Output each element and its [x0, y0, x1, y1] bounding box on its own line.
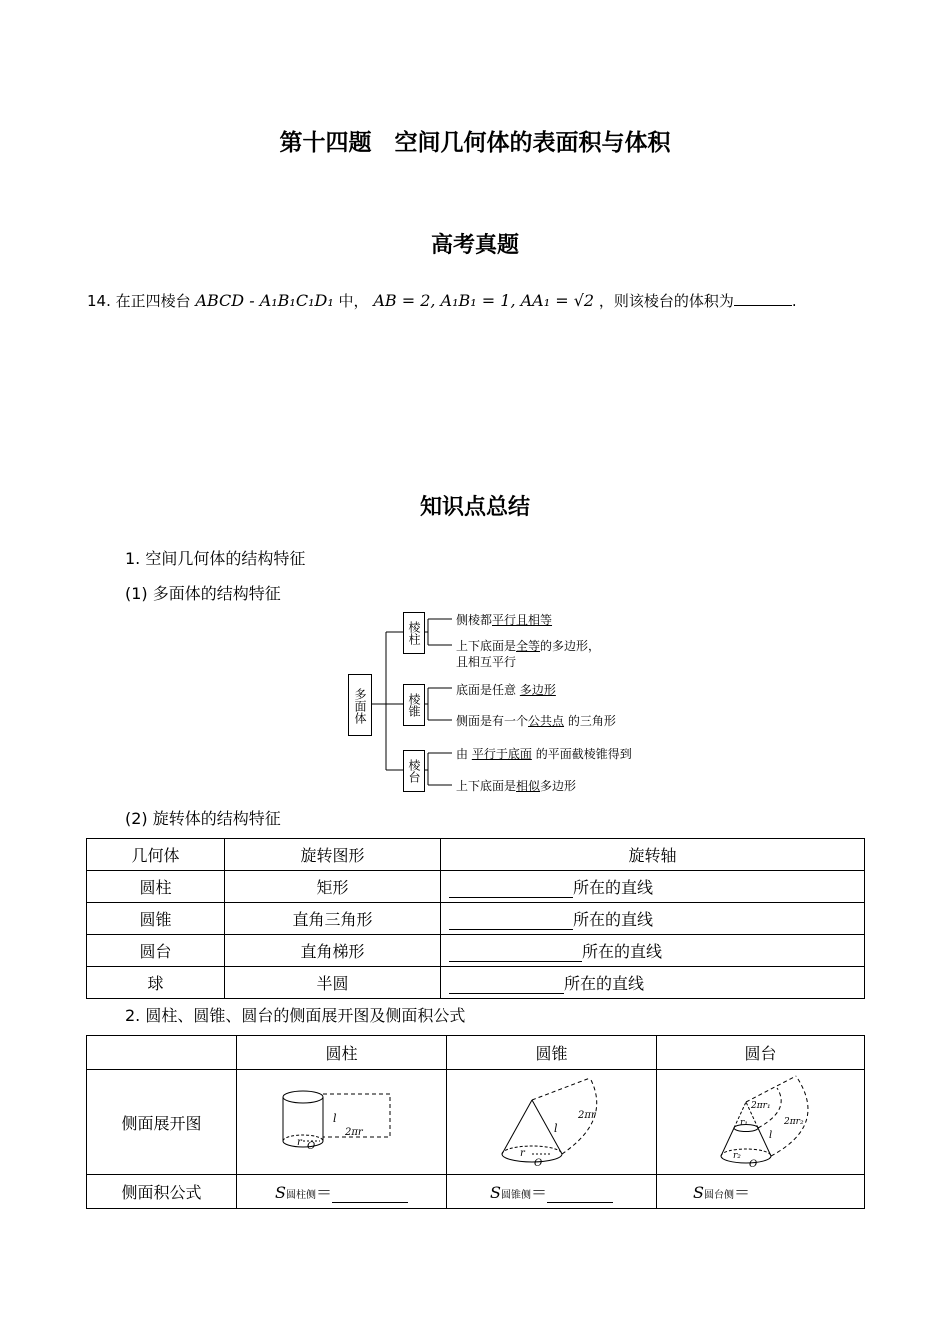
diagram-root: 多面体	[348, 674, 372, 736]
diagram-line: 由 平行于底面 的平面截棱锥得到	[456, 747, 632, 761]
table-row	[87, 1070, 865, 1175]
solid-name: ABCD - A₁B₁C₁D₁	[195, 291, 334, 310]
table-header-row	[87, 1036, 865, 1070]
diagram-branch-pyramid: 棱锥	[403, 684, 425, 726]
table-header: 圆锥	[447, 1036, 657, 1070]
diagram-line: 上下底面是全等的多边形，	[456, 639, 601, 653]
diagram-line: 侧棱都平行且相等	[456, 613, 553, 627]
fill-blank[interactable]	[449, 945, 582, 962]
table-row	[87, 903, 865, 935]
cylinder-unfold-figure	[277, 1085, 407, 1155]
section-knowledge-heading: 知识点总结	[419, 495, 530, 520]
label-r: r	[519, 1148, 525, 1159]
question-text-after: ，则该棱台的体积为	[598, 292, 734, 310]
page-title: 第十四题 空间几何体的表面积与体积	[279, 130, 671, 156]
surface-area-table	[86, 1035, 865, 1209]
item-2-heading: 2. 圆柱、圆锥、圆台的侧面展开图及侧面积公式	[125, 1006, 466, 1025]
table-row	[87, 935, 865, 967]
answer-blank[interactable]	[734, 291, 792, 306]
table-row	[87, 967, 865, 999]
formula-frustum: S圆台侧＝	[657, 1175, 865, 1209]
table-header-row	[87, 839, 865, 871]
table-cell: 所在的直线	[441, 903, 865, 935]
label-l: l	[768, 1130, 772, 1141]
label-O: O	[533, 1158, 542, 1169]
table-header	[87, 1036, 237, 1070]
diagram-line: 底面是任意 多边形	[456, 683, 556, 697]
table-cell: 矩形	[225, 871, 441, 903]
label-O: O	[748, 1159, 757, 1170]
frustum-unfold-figure	[691, 1070, 831, 1170]
fill-blank[interactable]	[332, 1186, 408, 1203]
row-label-formula: 侧面积公式	[87, 1175, 237, 1209]
diagram-branch-frustum: 棱台	[403, 750, 425, 792]
table-cell: 圆柱	[87, 871, 225, 903]
table-row	[87, 1175, 865, 1209]
table-cell: 半圆	[225, 967, 441, 999]
fill-blank[interactable]	[449, 913, 573, 930]
item-1-heading: 1. 空间几何体的结构特征	[125, 549, 306, 568]
table-cell: 所在的直线	[441, 935, 865, 967]
item-1-2-heading: (2) 旋转体的结构特征	[125, 809, 281, 828]
section-exam-heading: 高考真题	[430, 233, 519, 258]
polyhedron-diagram	[348, 607, 648, 797]
table-cell: 所在的直线	[441, 871, 865, 903]
label-r: r	[296, 1137, 302, 1148]
label-2pir: 2πr	[577, 1110, 596, 1121]
label-r1: r₁	[739, 1118, 748, 1128]
fill-blank[interactable]	[449, 977, 564, 994]
question-number: 14.	[87, 292, 111, 310]
table-header: 圆柱	[237, 1036, 447, 1070]
label-O: O	[306, 1141, 315, 1152]
diagram-connectors	[348, 607, 648, 797]
question-conditions: AB = 2, A₁B₁ = 1, AA₁ = √2	[373, 291, 595, 310]
label-2pir1: 2πr₁	[750, 1101, 771, 1111]
fill-blank[interactable]	[547, 1186, 613, 1203]
diagram-line: 且相互平行	[456, 655, 517, 669]
table-cell: 直角三角形	[225, 903, 441, 935]
formula-cylinder: S圆柱侧＝	[237, 1175, 447, 1209]
table-cell: 所在的直线	[441, 967, 865, 999]
label-r2: r₂	[732, 1151, 741, 1161]
table-header: 旋转轴	[441, 839, 865, 871]
label-l: l	[332, 1112, 337, 1125]
table-header: 圆台	[657, 1036, 865, 1070]
frustum-figure-cell	[657, 1070, 865, 1175]
row-label-unfold: 侧面展开图	[87, 1070, 237, 1175]
item-1-1-heading: (1) 多面体的结构特征	[125, 584, 281, 603]
cylinder-figure-cell	[237, 1070, 447, 1175]
question-14	[87, 290, 797, 311]
fill-blank[interactable]	[449, 881, 573, 898]
question-end: .	[791, 292, 797, 310]
question-text-mid: 中，	[338, 292, 369, 310]
label-2pir2: 2πr₂	[783, 1117, 804, 1127]
table-cell: 圆台	[87, 935, 225, 967]
diagram-line: 上下底面是相似多边形	[456, 779, 577, 793]
rotation-body-table	[86, 838, 865, 999]
label-2pir: 2πr	[344, 1127, 363, 1138]
cone-figure-cell	[447, 1070, 657, 1175]
label-l: l	[553, 1122, 558, 1135]
table-header: 几何体	[87, 839, 225, 871]
table-cell: 球	[87, 967, 225, 999]
table-cell: 圆锥	[87, 903, 225, 935]
table-row	[87, 871, 865, 903]
cone-unfold-figure	[482, 1070, 622, 1170]
table-cell: 直角梯形	[225, 935, 441, 967]
diagram-line: 侧面是有一个公共点 的三角形	[456, 714, 616, 728]
question-text-before: 在正四棱台	[115, 292, 191, 310]
formula-cone: S圆锥侧＝	[447, 1175, 657, 1209]
diagram-branch-prism: 棱柱	[403, 612, 425, 654]
table-header: 旋转图形	[225, 839, 441, 871]
